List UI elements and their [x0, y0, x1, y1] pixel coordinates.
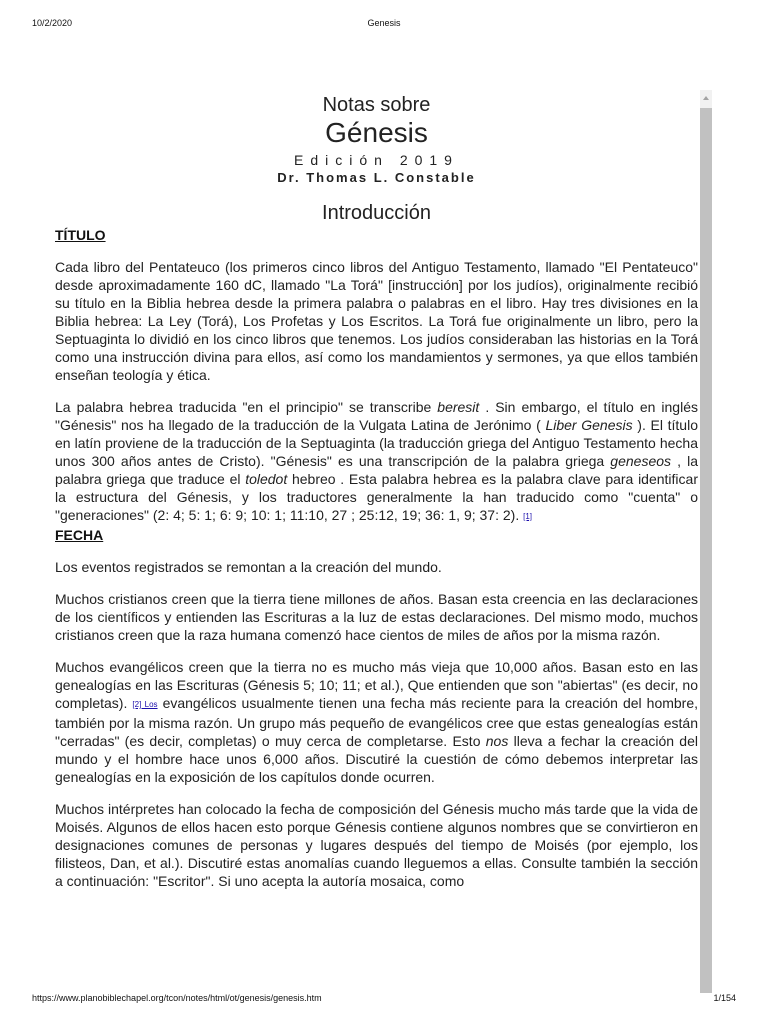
- doc-author: Dr. Thomas L. Constable: [277, 170, 476, 185]
- footnote-link-1[interactable]: [1]: [523, 512, 533, 521]
- scrollbar-thumb[interactable]: [700, 108, 712, 993]
- print-page-number: 1/154: [713, 993, 736, 1003]
- paragraph-text: Muchos evangélicos creen que la tierra no es mucho más vieja que 10,000 años. Basan esto en las genealogías en las Escrituras (Génesis 5; 10; 11; et al.), Que entienden que son "abiertas" (es decir, no completas).: [55, 659, 698, 711]
- doc-intro-heading: Introducción: [322, 202, 431, 224]
- print-footer: [32, 993, 736, 1007]
- paragraph: [55, 658, 698, 786]
- section-heading-fecha: FECHA: [55, 527, 104, 543]
- paragraph-text: . Sin embargo, el título en inglés "Génesis" nos ha llegado de la traducción de la Vulgata Latina de Jerónimo (: [55, 399, 698, 433]
- doc-edition: Edición 2019: [294, 152, 459, 168]
- print-header: [32, 18, 736, 32]
- print-url: https://www.planobiblechapel.org/tcon/notes/html/ot/genesis/genesis.htm: [32, 993, 322, 1003]
- italic-term: toledot: [245, 471, 288, 487]
- paragraph: Muchos cristianos creen que la tierra tiene millones de años. Basan esta creencia en las declaraciones de los científicos y entienden las Escrituras a la luz de estas declaraciones. Del mismo modo, muchos cristianos creen que la raza humana comenzó hace cientos de miles de años por la misma razón.: [55, 591, 698, 643]
- vertical-scrollbar[interactable]: [700, 90, 712, 993]
- italic-term: nos: [485, 733, 509, 749]
- paragraph-text: La palabra hebrea traducida "en el principio" se transcribe: [55, 399, 438, 415]
- doc-subtitle: Notas sobre: [322, 94, 431, 116]
- italic-term: geneseos: [610, 453, 672, 469]
- section-heading-titulo: TÍTULO: [55, 227, 106, 243]
- print-date: 10/2/2020: [32, 18, 73, 28]
- paragraph-text: , la palabra griega que traduce el: [55, 453, 698, 487]
- paragraph: Cada libro del Pentateuco (los primeros cinco libros del Antiguo Testamento, llamado "El Pentateuco" desde aproximadamente 160 dC, llamado "La Torá" [instrucción] por los judíos), originalmente recibió su título en la Biblia hebrea desde la primera palabra o palabras en el libro. Hay tres divisiones en la Biblia hebrea: La Ley (Torá), Los Profetas y Los Escritos. La Torá fue originalmente un libro, pero la Septuaginta lo dividió en los cinco libros que tenemos. Los judíos consideraban las historias en la Torá como una instrucción divina para ellos, así como los mandamientos y sermones, ya que ellos también enseñan teología y ética.: [55, 259, 698, 383]
- italic-term: beresit: [437, 399, 480, 415]
- paragraph: Los eventos registrados se remontan a la creación del mundo.: [55, 559, 442, 575]
- scroll-up-arrow-icon[interactable]: [700, 90, 712, 106]
- document-content: [55, 90, 698, 890]
- italic-term: Liber Genesis: [545, 417, 633, 433]
- paragraph: [55, 398, 698, 526]
- document-viewport: [0, 90, 700, 993]
- footnote-link-2[interactable]: [2] Los: [132, 700, 158, 709]
- paragraph: Muchos intérpretes han colocado la fecha de composición del Génesis mucho más tarde que la vida de Moisés. Algunos de ellos hacen esto porque Génesis contiene algunos nombres que se convirtieron en designaciones comunes de personas y lugares después del tiempo de Moisés (por ejemplo, los filisteos, Dan, et al.). Discutiré estas anomalías cuando lleguemos a ellas. Consulte también la sección a continuación: "Escritor". Si uno acepta la autoría mosaica, como: [55, 801, 698, 889]
- paragraph-text: evangélicos usualmente tienen una fecha más reciente para la creación del hombre, también por la misma razón. Un grupo más pequeño de evangélicos cree que estas genealogías están "cerradas" (es decir, completas) o muy cerca de completarse. Esto: [55, 695, 699, 749]
- document-header: [55, 93, 698, 226]
- paragraph-text: ). El título en latín proviene de la traducción de la Septuaginta (la traducción griega del Antiguo Testamento hecha unos 300 años antes de Cristo). "Génesis" es una transcripción de la palabra griega: [55, 417, 698, 469]
- paragraph-text: lleva a fechar la creación del mundo y el hombre hace unos 6,000 años. Discutiré la cuestión de cómo debemos interpretar las genealogías en la exposición de los capítulos donde ocurren.: [55, 733, 698, 785]
- paragraph-text: hebreo . Esta palabra hebrea es la palabra clave para identificar la estructura del Génesis, y los traductores generalmente la han traducido como "cuenta" o "generaciones" (2: 4; 5: 1; 6: 9; 10: 1; 11:10, 27 ; 25:12, 19; 36: 1, 9; 37: 2).: [55, 471, 698, 523]
- doc-title: Génesis: [325, 117, 428, 148]
- print-page-title: Genesis: [367, 18, 401, 28]
